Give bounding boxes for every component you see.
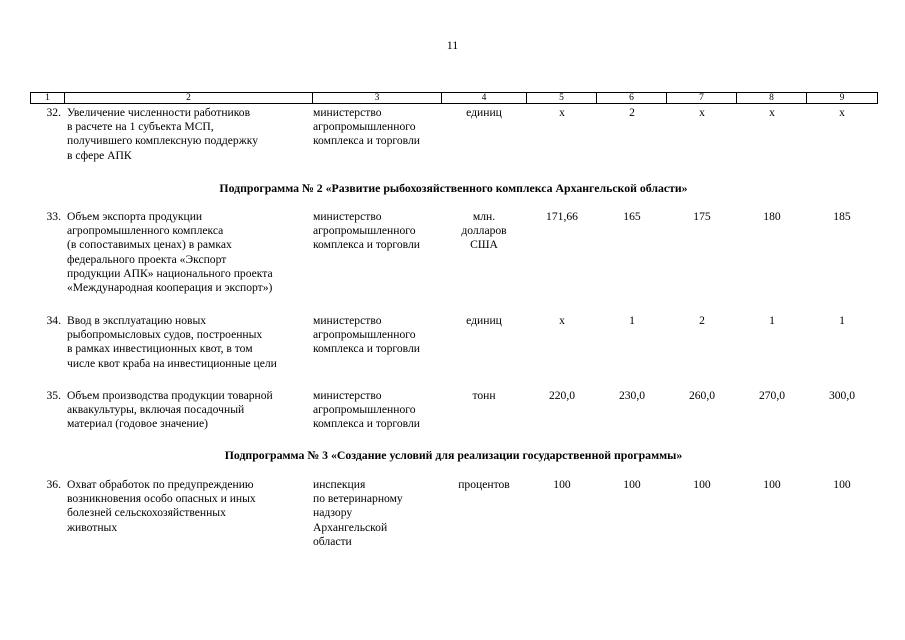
indicator-name: Объем экспорта продукции агропромышленного комплекса (в сопоставимых ценах) в рамках федерального проекта «Экспорт продукции АПК» национального проекта «Международная кооперация и экспорт») bbox=[67, 210, 273, 295]
value-cell: 100 bbox=[693, 478, 711, 491]
value-cell: 100 bbox=[553, 478, 571, 491]
indicator-name: Увеличение численности работников в расчете на 1 субъекта МСП, получившего комплексную поддержку в сфере АПК bbox=[67, 106, 259, 162]
value-cell: х bbox=[559, 106, 565, 119]
value-cell: 1 bbox=[629, 314, 635, 327]
row-number: 35. bbox=[46, 389, 61, 402]
value-cell: 220,0 bbox=[548, 389, 576, 402]
column-number: 4 bbox=[442, 93, 527, 104]
value-cell: 1 bbox=[839, 314, 845, 327]
page-number: 11 bbox=[446, 38, 459, 52]
indicator-name: Охват обработок по предупреждению возникновения особо опасных и иных болезней сельскохозяйственных животных bbox=[67, 478, 256, 534]
indicator-name: Объем производства продукции товарной аквакультуры, включая посадочный материал (годовое значение) bbox=[67, 389, 273, 431]
value-cell: 230,0 bbox=[618, 389, 646, 402]
value-cell: 171,66 bbox=[546, 210, 578, 223]
executor: министерство агропромышленного комплекса и торговли bbox=[313, 389, 420, 431]
subprogram-heading: Подпрограмма № 3 «Создание условий для реализации государственной программы» bbox=[224, 448, 683, 462]
executor: инспекция по ветеринарному надзору Архангельской области bbox=[313, 478, 403, 548]
indicator-name: Ввод в эксплуатацию новых рыбопромысловых судов, построенных в рамках инвестиционных квот, в том числе квот краба на инвестиционные цели bbox=[67, 314, 277, 370]
value-cell: 180 bbox=[763, 210, 781, 223]
row-number: 33. bbox=[46, 210, 61, 223]
unit: единиц bbox=[466, 314, 502, 327]
unit: процентов bbox=[458, 478, 510, 491]
value-cell: 300,0 bbox=[828, 389, 856, 402]
executor: министерство агропромышленного комплекса и торговли bbox=[313, 314, 420, 356]
value-cell: 270,0 bbox=[758, 389, 786, 402]
value-cell: 185 bbox=[833, 210, 851, 223]
column-number: 8 bbox=[737, 93, 807, 104]
unit: единиц bbox=[466, 106, 502, 119]
row-number: 36. bbox=[46, 478, 61, 491]
value-cell: х bbox=[559, 314, 565, 327]
column-number: 2 bbox=[65, 93, 313, 104]
value-cell: 260,0 bbox=[688, 389, 716, 402]
column-number: 3 bbox=[313, 93, 442, 104]
value-cell: 1 bbox=[769, 314, 775, 327]
value-cell: х bbox=[769, 106, 775, 119]
unit: тонн bbox=[472, 389, 496, 402]
value-cell: 100 bbox=[833, 478, 851, 491]
subprogram-heading: Подпрограмма № 2 «Развитие рыбохозяйственного комплекса Архангельской области» bbox=[219, 181, 688, 195]
row-number: 34. bbox=[46, 314, 61, 327]
value-cell: 2 bbox=[699, 314, 705, 327]
row-number: 32. bbox=[46, 106, 61, 119]
value-cell: 2 bbox=[629, 106, 635, 119]
executor: министерство агропромышленного комплекса и торговли bbox=[313, 106, 420, 148]
value-cell: 100 bbox=[763, 478, 781, 491]
column-number: 9 bbox=[807, 93, 878, 104]
value-cell: х bbox=[699, 106, 705, 119]
value-cell: 175 bbox=[693, 210, 711, 223]
value-cell: 165 bbox=[623, 210, 641, 223]
column-number: 1 bbox=[31, 93, 65, 104]
executor: министерство агропромышленного комплекса и торговли bbox=[313, 210, 420, 252]
column-number-header bbox=[30, 92, 878, 104]
unit: млн. долларов США bbox=[461, 210, 507, 252]
value-cell: х bbox=[839, 106, 845, 119]
column-number: 6 bbox=[597, 93, 667, 104]
column-number: 5 bbox=[527, 93, 597, 104]
value-cell: 100 bbox=[623, 478, 641, 491]
column-number: 7 bbox=[667, 93, 737, 104]
